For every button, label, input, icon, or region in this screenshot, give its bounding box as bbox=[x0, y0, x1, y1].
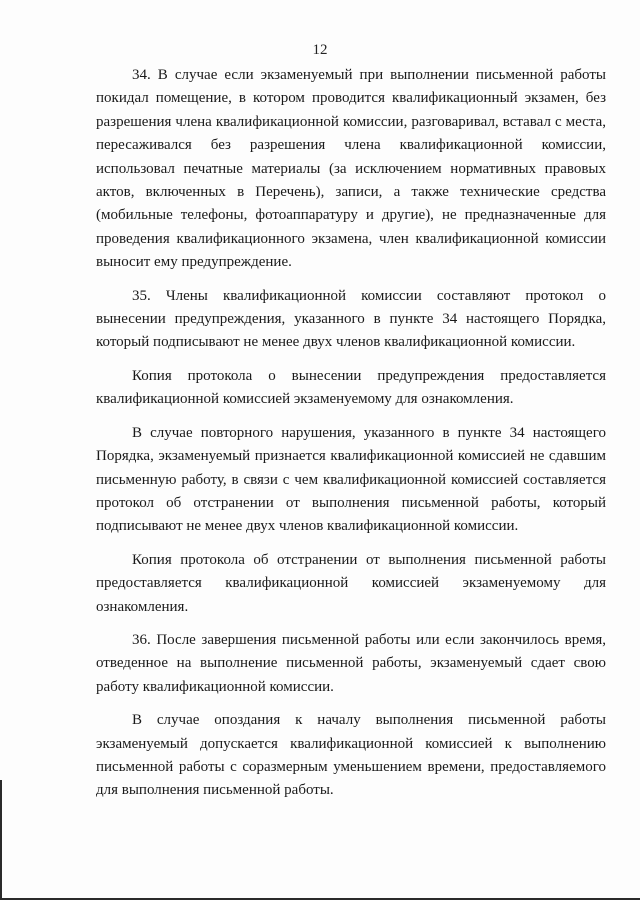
paragraph-36: 36. После завершения письменной работы или если закончилось время, отведенное на выполнение письменной работы, экзаменуемый сдает свою работу квалификационной комиссии. bbox=[96, 631, 606, 695]
paragraph-36-late-arrival: В случае опоздания к началу выполнения письменной работы экзаменуемый допускается квалификационной комиссией к выполнению письменной работы с соразмерным уменьшением времени, предоставляемого для выполнения письменной работы. bbox=[96, 712, 606, 799]
paragraph-35-repeat-violation: В случае повторного нарушения, указанного в пункте 34 настоящего Порядка, экзаменуемый признается квалификационной комиссией не сдавшим письменную работу, в связи с чем квалификационной комиссией составляется протокол об отстранении от выполнения письменной работы, который подписывают не менее двух членов квалификационной комиссии. bbox=[96, 424, 606, 535]
paragraph-35: 35. Члены квалификационной комиссии составляют протокол о вынесении предупреждения, указанного в пункте 34 настоящего Порядка, который подписывают не менее двух членов квалификационной комиссии. bbox=[96, 287, 606, 351]
paragraph-35-copy: Копия протокола о вынесении предупреждения предоставляется квалификационной комиссией экзаменуемому для ознакомления. bbox=[96, 367, 606, 408]
document-body bbox=[96, 64, 606, 803]
paragraph-35-removal-copy: Копия протокола об отстранении от выполнения письменной работы предоставляется квалификационной комиссией экзаменуемому для ознакомления. bbox=[96, 551, 606, 615]
page-number: 12 bbox=[312, 42, 328, 58]
scan-left-border bbox=[0, 780, 2, 900]
paragraph-34: 34. В случае если экзаменуемый при выполнении письменной работы покидал помещение, в котором проводится квалификационный экзамен, без разрешения члена квалификационной комиссии, разговаривал, вставал с места, пересаживался без разрешения члена квалификационной комиссии, использовал печатные материалы (за исключением нормативных правовых актов, включенных в Перечень), записи, а также технические средства (мобильные телефоны, фотоаппаратуру и другие), не предназначенные для проведения квалификационного экзамена, член квалификационной комиссии выносит ему предупреждение. bbox=[96, 67, 606, 271]
